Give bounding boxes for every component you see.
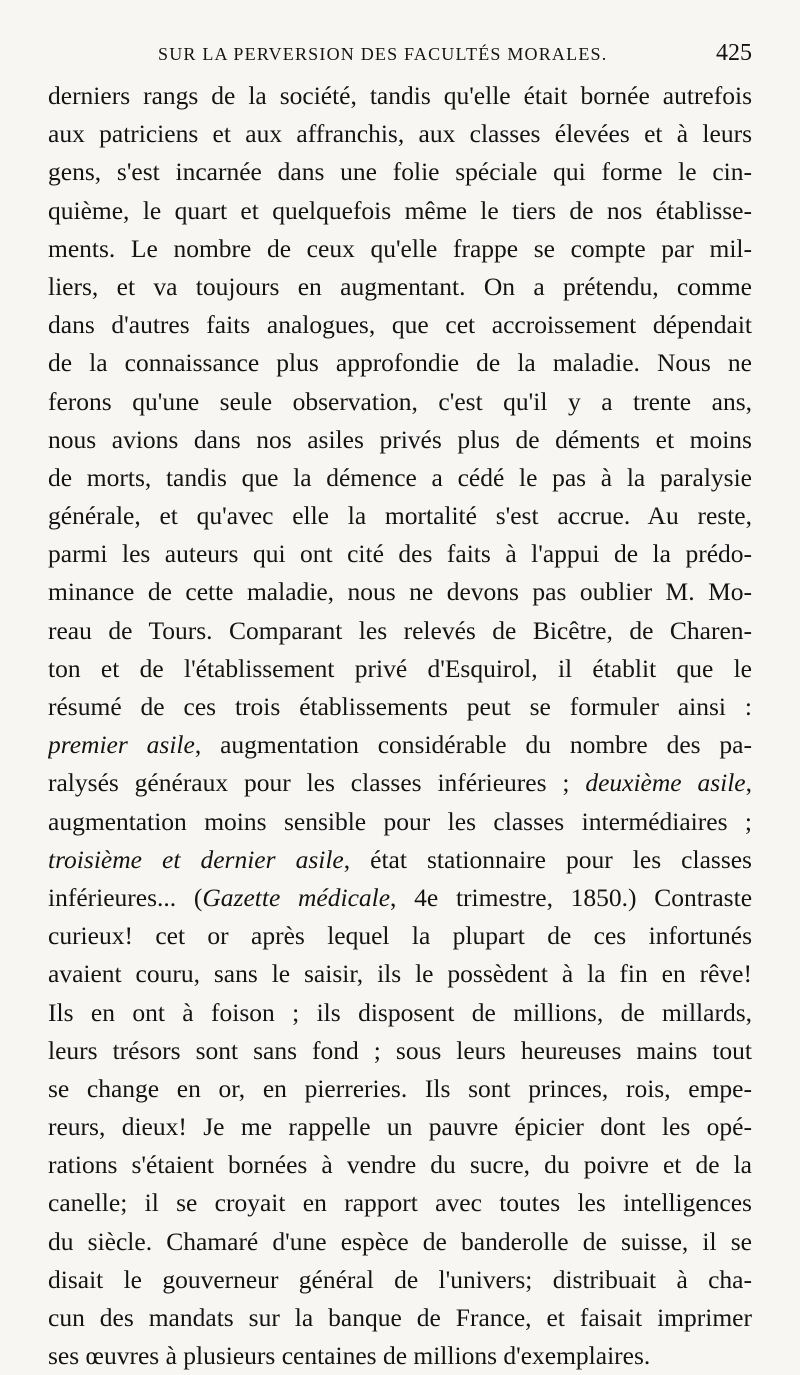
text-line xyxy=(48,955,752,993)
text-segment: cun des mandats sur la banque de France, et faisait imprimer xyxy=(48,1303,752,1332)
text-line xyxy=(48,726,752,764)
text-segment: générale, et qu'avec elle la mortalité s'est accrue. Au reste, xyxy=(48,501,752,531)
text-segment: gens, s'est incarnée dans une folie spéciale qui forme le cin- xyxy=(48,157,752,187)
text-segment: ments. Le nombre de ceux qu'elle frappe se compte par mil- xyxy=(48,233,752,263)
text-segment: ses œuvres à plusieurs centaines de millions d'exemplaires. xyxy=(48,1341,651,1371)
text-segment: augmentation moins sensible pour les classes intermédiaires ; xyxy=(48,806,752,836)
text-line xyxy=(48,764,752,802)
text-line xyxy=(48,841,752,879)
text-segment: ralysés généraux pour les classes inférieures ; xyxy=(48,768,586,798)
text-line xyxy=(48,1032,752,1070)
text-segment: de la connaissance plus approfondie de la maladie. Nous ne xyxy=(48,348,752,378)
text-segment: résumé de ces trois établissements peut se formuler ainsi : xyxy=(48,692,752,721)
text-segment: , 4e trimestre, 1850.) Contraste xyxy=(390,882,752,912)
italic-segment: troisième et dernier asile xyxy=(48,844,344,874)
text-segment: ton et de l'établissement privé d'Esquirol, il établit que le xyxy=(48,653,752,683)
page-number: 425 xyxy=(716,40,752,66)
running-head xyxy=(48,40,752,70)
text-segment: nous avions dans nos asiles privés plus de déments et moins xyxy=(48,424,752,454)
text-line xyxy=(48,1070,752,1108)
text-line xyxy=(48,573,752,611)
text-segment: dans d'autres faits analogues, que cet accroissement dépendait xyxy=(48,310,752,340)
text-line xyxy=(48,803,752,841)
text-segment: , augmentation considérable du nombre des pa- xyxy=(194,730,752,760)
text-line xyxy=(48,1261,752,1299)
text-line xyxy=(48,1184,752,1222)
text-line xyxy=(48,421,752,459)
text-line xyxy=(48,1337,752,1375)
text-segment: avaient couru, sans le saisir, ils le possèdent à la fin en rêve! xyxy=(48,959,752,989)
italic-segment: deuxième asile xyxy=(585,768,746,798)
text-line xyxy=(48,1146,752,1184)
text-segment: minance de cette maladie, nous ne devons pas oublier M. Mo- xyxy=(48,577,752,607)
text-line xyxy=(48,77,752,115)
text-segment: curieux! cet or après lequel la plupart de ces infortunés xyxy=(48,921,752,951)
text-line xyxy=(48,612,752,650)
text-segment: aux patriciens et aux affranchis, aux classes élevées et à leurs xyxy=(48,119,752,149)
text-segment: liers, et va toujours en augmentant. On a prétendu, comme xyxy=(48,271,752,301)
text-segment: reau de Tours. Comparant les relevés de Bicêtre, de Charen- xyxy=(48,615,752,645)
text-line xyxy=(48,688,752,726)
text-line xyxy=(48,917,752,955)
text-line xyxy=(48,306,752,344)
text-line xyxy=(48,1299,752,1337)
text-line xyxy=(48,192,752,230)
italic-segment: premier asile xyxy=(48,730,195,760)
text-segment: derniers rangs de la société, tandis qu'elle était bornée autrefois xyxy=(48,81,752,110)
running-title: SUR LA PERVERSION DES FACULTÉS MORALES. xyxy=(158,44,608,64)
text-line xyxy=(48,268,752,306)
text-line xyxy=(48,459,752,497)
text-segment: inférieures... ( xyxy=(48,882,203,912)
text-segment: se change en or, en pierreries. Ils sont princes, rois, empe- xyxy=(48,1073,752,1103)
text-segment: ferons qu'une seule observation, c'est qu'il y a trente ans, xyxy=(48,386,752,416)
text-line xyxy=(48,1223,752,1261)
text-segment: quième, le quart et quelquefois même le tiers de nos établisse- xyxy=(48,195,752,225)
text-segment: , état stationnaire pour les classes xyxy=(343,844,752,874)
text-segment: canelle; il se croyait en rapport avec toutes les intelligences xyxy=(48,1188,752,1218)
text-line xyxy=(48,115,752,153)
text-line xyxy=(48,650,752,688)
body-text xyxy=(48,77,752,1375)
text-segment: rations s'étaient bornées à vendre du sucre, du poivre et de la xyxy=(48,1150,752,1180)
text-line xyxy=(48,344,752,382)
text-segment: , xyxy=(745,768,752,798)
text-line xyxy=(48,994,752,1032)
text-segment: parmi les auteurs qui ont cité des faits à l'appui de la prédo- xyxy=(48,539,752,569)
text-segment: Ils en ont à foison ; ils disposent de millions, de millards, xyxy=(48,997,752,1027)
text-line xyxy=(48,153,752,191)
text-line xyxy=(48,879,752,917)
text-segment: de morts, tandis que la démence a cédé le pas à la paralysie xyxy=(48,462,752,492)
text-line xyxy=(48,230,752,268)
text-segment: reurs, dieux! Je me rappelle un pauvre épicier dont les opé- xyxy=(48,1112,752,1142)
text-line xyxy=(48,497,752,535)
text-line xyxy=(48,383,752,421)
text-segment: du siècle. Chamaré d'une espèce de banderolle de suisse, il se xyxy=(48,1226,752,1256)
text-line xyxy=(48,535,752,573)
text-segment: disait le gouverneur général de l'univers; distribuait à cha- xyxy=(48,1264,752,1294)
italic-segment: Gazette médicale xyxy=(202,882,391,912)
text-segment: leurs trésors sont sans fond ; sous leurs heureuses mains tout xyxy=(48,1035,752,1065)
text-line xyxy=(48,1108,752,1146)
